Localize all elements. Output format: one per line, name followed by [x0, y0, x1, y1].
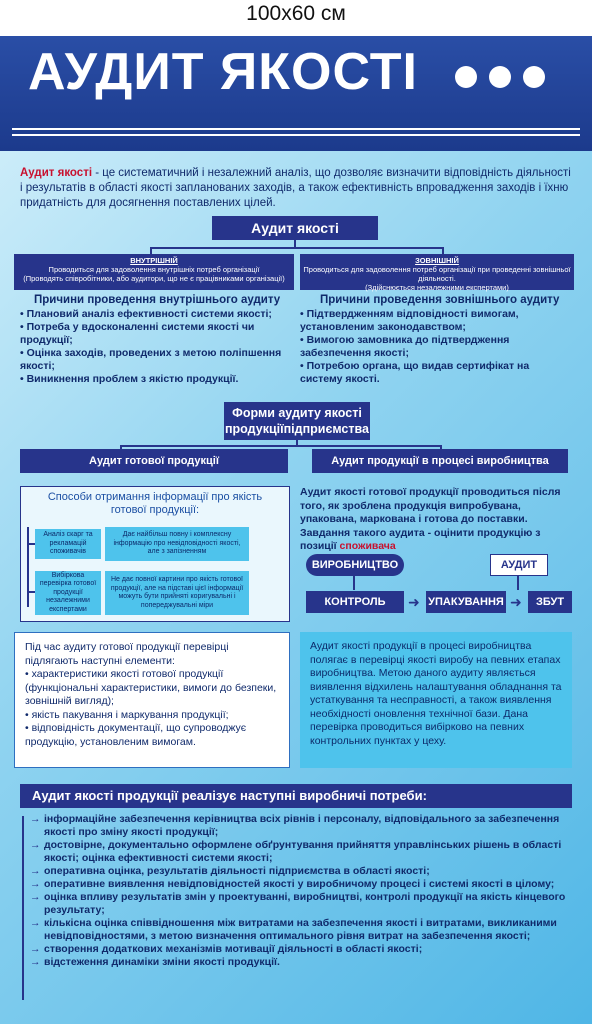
external-desc: Проводиться для задоволення потреб організації при проведенні зовнішньої діяльності. [303, 265, 571, 283]
intro-paragraph [20, 166, 572, 211]
connector [150, 247, 442, 249]
need-text: достовірне, документально оформлене обґрунтування прийняття управлінських рішень в області якості; оцінка ефективності системи якості; [44, 839, 562, 864]
header-banner [0, 36, 592, 151]
arrow-right-icon: ➜ [408, 594, 420, 610]
finished-audit-text [300, 486, 568, 554]
external-audit-box [300, 254, 574, 290]
arrow-right-icon: → [30, 839, 41, 851]
consumer-highlight: споживача [339, 540, 396, 552]
dot-icon [455, 66, 477, 88]
arrow-right-icon: → [30, 891, 41, 903]
list-item [20, 891, 572, 917]
process-audit-text: Аудит якості продукції в процесі виробництва полягає в перевірці якості виробу на певних етапах виробництва. Метою даного аудиту являється виявлення відхилень налаштування обладнання та устаткування та несправності, а також виявлення необхідності оновлення технічної бази. Дана перевірка проводиться вибірково на певних контрольних пунктах у цеху. [300, 632, 572, 768]
arrow-right-icon: → [30, 878, 41, 890]
arrow-right-icon: → [30, 917, 41, 929]
dot-icon [523, 66, 545, 88]
list-item [20, 839, 572, 865]
divider [12, 128, 580, 130]
decorative-dots [455, 66, 545, 88]
production-oval: ВИРОБНИЦТВО [306, 554, 404, 576]
intro-key-term: Аудит якості [20, 167, 93, 179]
methods-title: Способи отримання інформації про якість готової продукції: [47, 491, 263, 516]
checked-intro: Під час аудиту готової продукції перевірці підлягають наступні елементи: [25, 641, 229, 667]
internal-note: (Проводять співробітники, або аудитори, що не є працівниками організації) [23, 274, 285, 283]
page-title: АУДИТ ЯКОСТІ [28, 43, 418, 101]
list-item: • Плановий аналіз ефективності системи якості; [20, 308, 272, 320]
need-text: кількісна оцінка співвідношення між витратами на забезпечення якості і витратами, викликаними невідповідностями, з метою визначення оптимального рівня витрат на забезпечення якості; [44, 917, 557, 942]
methods-panel [20, 486, 290, 622]
list-item [20, 956, 572, 969]
arrow-right-icon: → [30, 813, 41, 825]
internal-desc: Проводиться для задоволення внутрішніх потреб організації [48, 265, 260, 274]
list-item [20, 943, 572, 956]
audit-flow-box: АУДИТ [490, 554, 548, 576]
divider [12, 134, 580, 136]
list-item: • відповідність документації, що супроводжує продукцію, установленим вимогам. [25, 722, 247, 748]
process-audit-box: Аудит продукції в процесі виробництва [312, 449, 568, 473]
list-item [20, 878, 572, 891]
external-reasons-list [300, 308, 572, 386]
need-text: оцінка впливу результатів змін у проектуванні, виробництві, контролі продукції на якість кінцевого результату; [44, 891, 566, 916]
external-label: ЗОВНІШНІЙ [415, 256, 459, 265]
method-box: Аналіз скарг та рекламацій споживачів [35, 529, 101, 559]
method-box: Вибіркова перевірка готової продукції незалежними експертами [35, 571, 101, 615]
connector [120, 445, 440, 447]
list-item: • Потреба у вдосконаленні системи якості чи продукції; [20, 321, 255, 346]
need-text: відстеження динаміки зміни якості продукції. [44, 956, 280, 968]
list-item: • Потребою органа, що видав сертифікат на систему якості. [300, 360, 530, 385]
internal-reasons-list [20, 308, 290, 386]
method-note-box: Не дає повної картини про якість готової продукції, але на підставі цієї інформації можуть бути прийняті коригувальні і попереджувальні міри [105, 571, 249, 615]
list-item: • Вимогою замовника до підтвердження забезпечення якості; [300, 334, 510, 359]
poster [0, 36, 592, 1024]
need-text: оперативна оцінка, результатів діяльності підприємства в області якості; [44, 865, 430, 877]
checked-elements-box [14, 632, 290, 768]
needs-title-bar: Аудит якості продукції реалізує наступні виробничі потреби: [20, 784, 572, 808]
method-note-box: Дає найбільш повну і комплексну інформацію про невідповідності якості, але з запізненням [105, 527, 249, 561]
need-text: інформаційне забезпечення керівництва всіх рівнів і персоналу, відповідального за забезпечення якості про зміну якості продукції; [44, 813, 560, 838]
need-text: створення додаткових механізмів мотивації діяльності в області якості; [44, 943, 423, 955]
list-item: • характеристики якості готової продукції (функціональні характеристики, вимоги до безпеки, зовнішній вигляд); [25, 668, 277, 707]
list-item: • Підтвердженням відповідності вимогам, установленим законодавством; [300, 308, 519, 333]
control-step: КОНТРОЛЬ [306, 591, 404, 613]
audit-forms-box: Форми аудиту якості продукціїпідприємства [224, 402, 370, 440]
internal-label: ВНУТРІШНІЙ [130, 256, 178, 265]
list-item [20, 865, 572, 878]
list-item: • Виникнення проблем з якістю продукції. [20, 373, 239, 385]
audit-quality-box: Аудит якості [212, 216, 378, 240]
size-label: 100х60 см [246, 2, 346, 25]
intro-text: - це систематичний і незалежний аналіз, що дозволяє визначити відповідність діяльності і результатів в області якості запланованих заходів, а також ефективність впровадження заходів і їхню придатність для досягнення поставлених цілей. [20, 167, 571, 209]
finished-audit-description: Аудит якості готової продукції проводиться після того, як зроблена продукція випробувана, упакована, маркована і готова до поставки. Завдання такого аудита - оцінити продукцію з позиції [300, 486, 561, 552]
finished-audit-box: Аудит готової продукції [20, 449, 288, 473]
connector [353, 576, 355, 590]
internal-reasons-title: Причини проведення внутрішнього аудиту [34, 294, 281, 306]
dot-icon [489, 66, 511, 88]
external-reasons-title: Причини проведення зовнішнього аудиту [320, 294, 560, 306]
arrow-right-icon: → [30, 956, 41, 968]
list-item [20, 917, 572, 943]
connector [27, 527, 29, 607]
need-text: оперативне виявлення невідповідностей якості у виробничому процесі і системі якості в цілому; [44, 878, 555, 890]
list-item [20, 813, 572, 839]
internal-audit-box [14, 254, 294, 290]
arrow-right-icon: → [30, 943, 41, 955]
packing-step: УПАКУВАННЯ [426, 591, 506, 613]
external-note: (Здійснюється незалежними експертами) [365, 283, 509, 292]
list-item: • Оцінка заходів, проведених з метою поліпшення якості; [20, 347, 282, 372]
list-item: • якість пакування і маркування продукції; [25, 708, 229, 721]
needs-list [20, 813, 572, 969]
arrow-right-icon: → [30, 865, 41, 877]
connector [517, 576, 519, 590]
arrow-right-icon: ➜ [510, 594, 522, 610]
sales-step: ЗБУТ [528, 591, 572, 613]
